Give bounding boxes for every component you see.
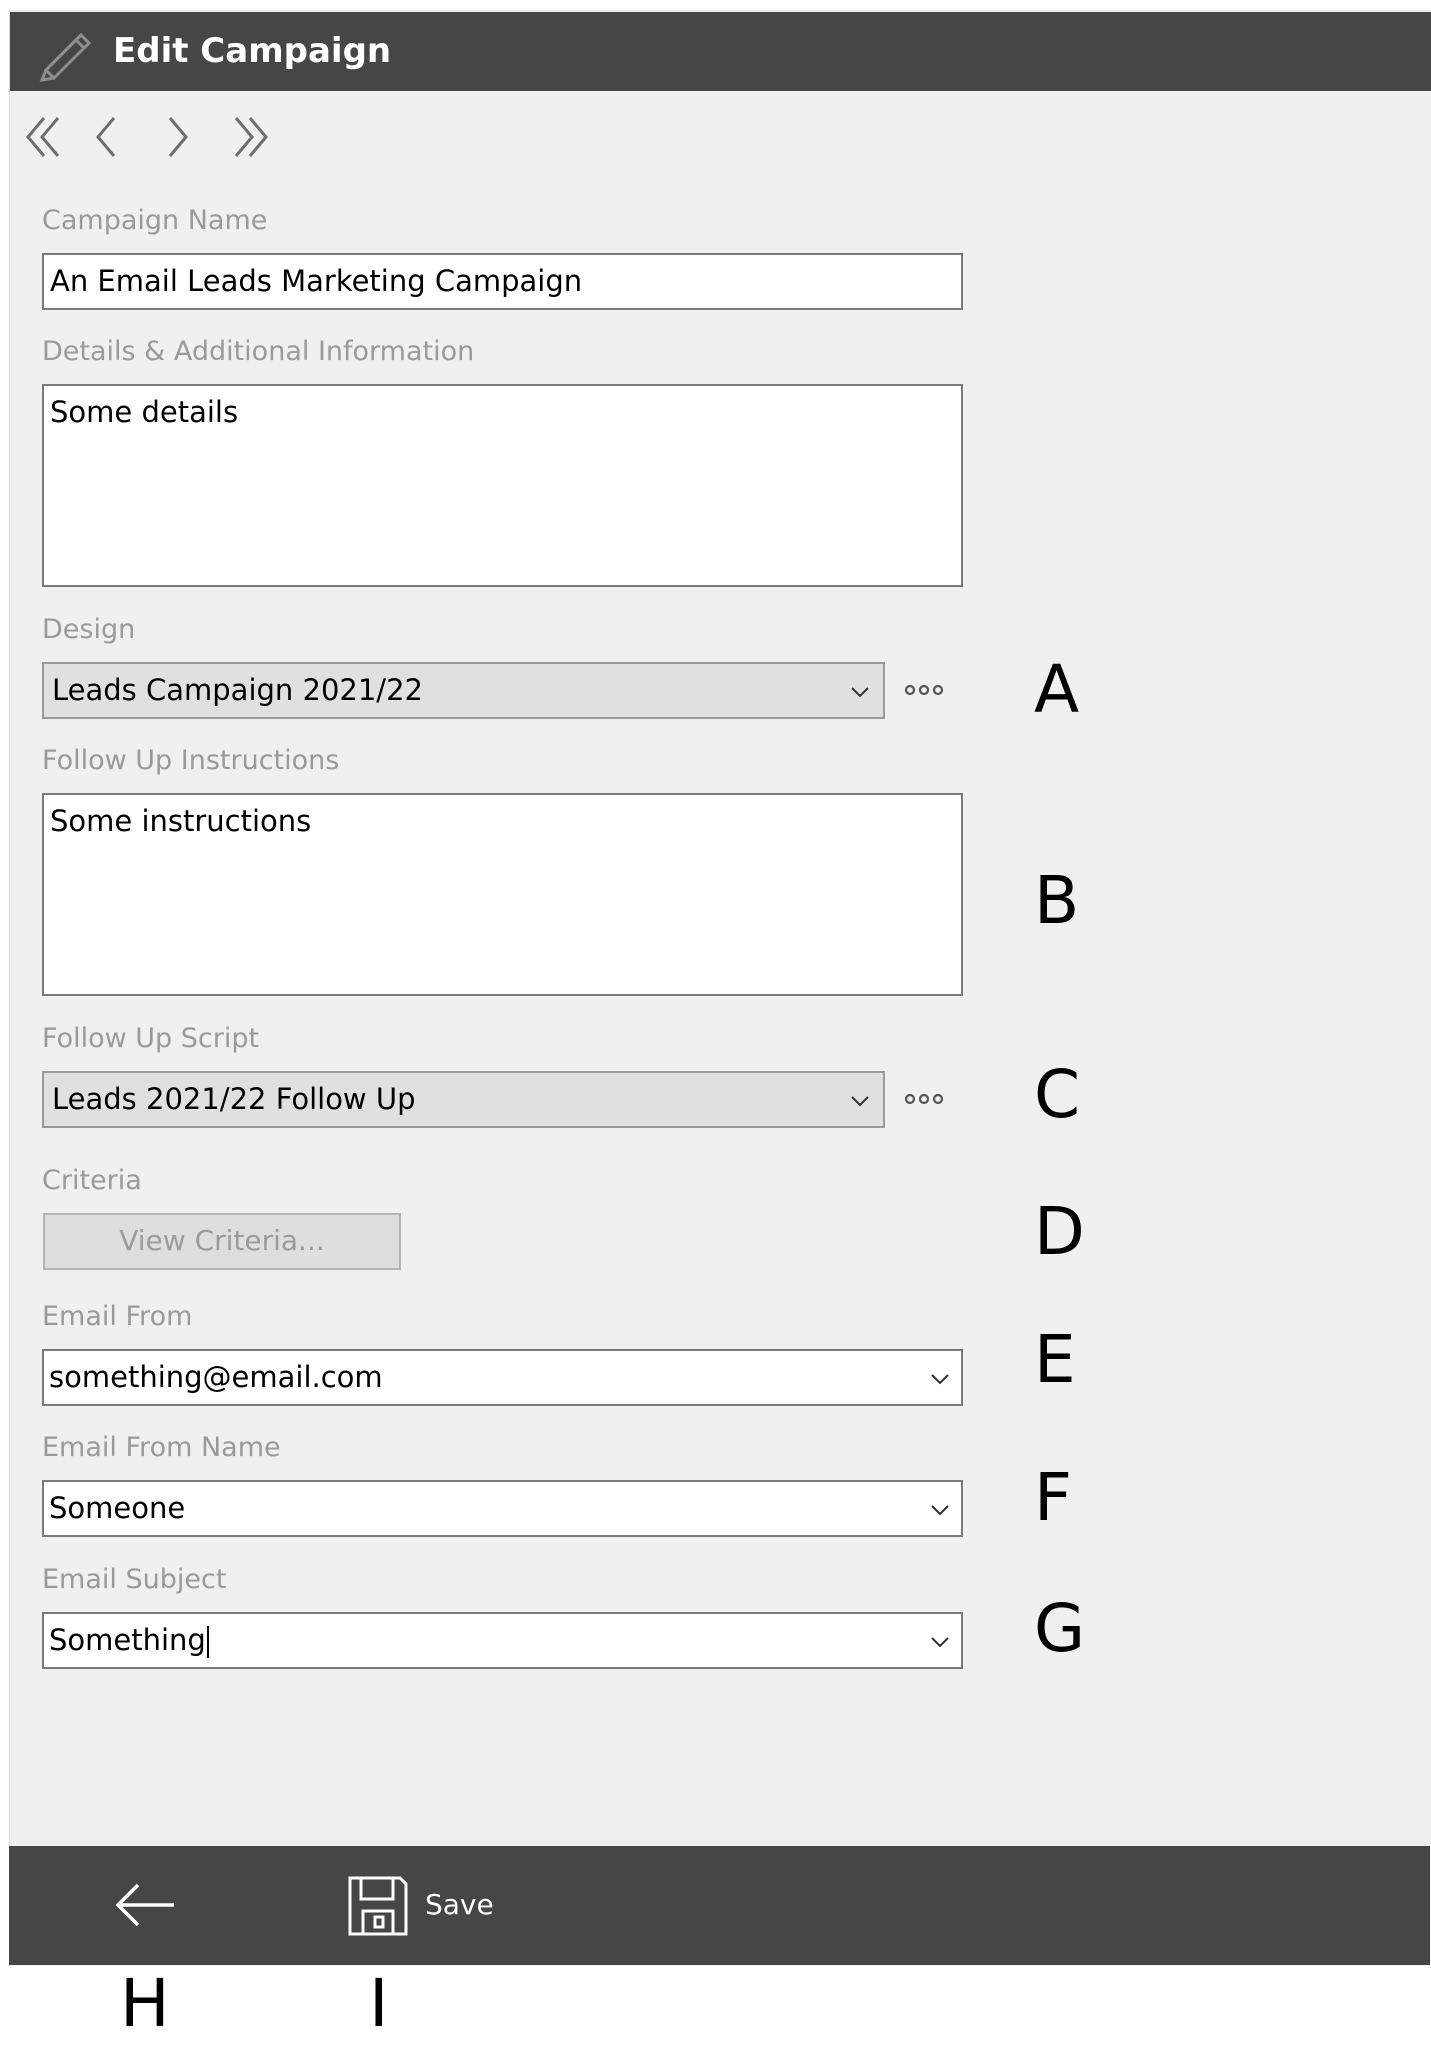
email-from-value: something@email.com (49, 1360, 383, 1394)
arrow-left-icon[interactable] (114, 1881, 178, 1929)
marker-e: E (1034, 1321, 1076, 1398)
text-cursor (207, 1626, 209, 1658)
email-from-combobox[interactable] (42, 1349, 963, 1406)
follow-up-instructions-value: Some instructions (50, 804, 312, 838)
bottom-toolbar (9, 1846, 1430, 1965)
follow-up-instructions-textarea[interactable] (42, 793, 963, 996)
design-value: Leads Campaign 2021/22 (52, 673, 423, 707)
chevron-down-icon (850, 1095, 870, 1107)
marker-d: D (1034, 1193, 1085, 1270)
chevron-left-icon[interactable] (80, 108, 136, 166)
email-from-name-label: Email From Name (42, 1432, 281, 1463)
email-from-name-value: Someone (49, 1491, 186, 1525)
email-subject-label: Email Subject (42, 1564, 227, 1595)
email-subject-value: Something (49, 1623, 206, 1657)
title-bar (10, 12, 1431, 91)
marker-c: C (1034, 1056, 1081, 1133)
floppy-disk-icon (347, 1875, 409, 1937)
campaign-name-label: Campaign Name (42, 205, 268, 236)
email-subject-combobox[interactable] (42, 1612, 963, 1669)
details-value: Some details (50, 395, 239, 429)
design-select[interactable] (42, 662, 885, 719)
view-criteria-button[interactable]: View Criteria... (43, 1213, 401, 1270)
more-options-icon[interactable] (903, 683, 945, 697)
double-chevron-right-icon[interactable] (220, 108, 276, 166)
campaign-name-value: An Email Leads Marketing Campaign (50, 264, 583, 298)
email-subject-value-wrap (49, 1621, 209, 1659)
details-label: Details & Additional Information (42, 336, 475, 367)
marker-i: I (369, 1965, 389, 2042)
follow-up-script-select[interactable] (42, 1071, 885, 1128)
marker-g: G (1034, 1590, 1086, 1667)
email-from-name-combobox[interactable] (42, 1480, 963, 1537)
chevron-down-icon (930, 1636, 950, 1648)
marker-h: H (120, 1965, 170, 2042)
chevron-down-icon (930, 1373, 950, 1385)
more-options-icon[interactable] (903, 1092, 945, 1106)
design-label: Design (42, 614, 136, 645)
double-chevron-left-icon[interactable] (18, 108, 74, 166)
criteria-label: Criteria (42, 1165, 142, 1196)
save-button[interactable] (347, 1875, 497, 1937)
pencil-icon (36, 26, 94, 82)
edit-campaign-window (9, 10, 1431, 1966)
details-textarea[interactable] (42, 384, 963, 587)
follow-up-script-value: Leads 2021/22 Follow Up (52, 1082, 416, 1116)
save-label: Save (425, 1888, 494, 1921)
marker-f: F (1034, 1459, 1072, 1536)
follow-up-instructions-label: Follow Up Instructions (42, 745, 340, 776)
chevron-right-icon[interactable] (148, 108, 204, 166)
window-title: Edit Campaign (113, 31, 392, 71)
chevron-down-icon (930, 1504, 950, 1516)
follow-up-script-label: Follow Up Script (42, 1023, 260, 1054)
marker-a: A (1034, 651, 1080, 728)
email-from-label: Email From (42, 1301, 193, 1332)
chevron-down-icon (850, 686, 870, 698)
campaign-name-input[interactable] (42, 253, 963, 310)
marker-b: B (1034, 862, 1080, 939)
